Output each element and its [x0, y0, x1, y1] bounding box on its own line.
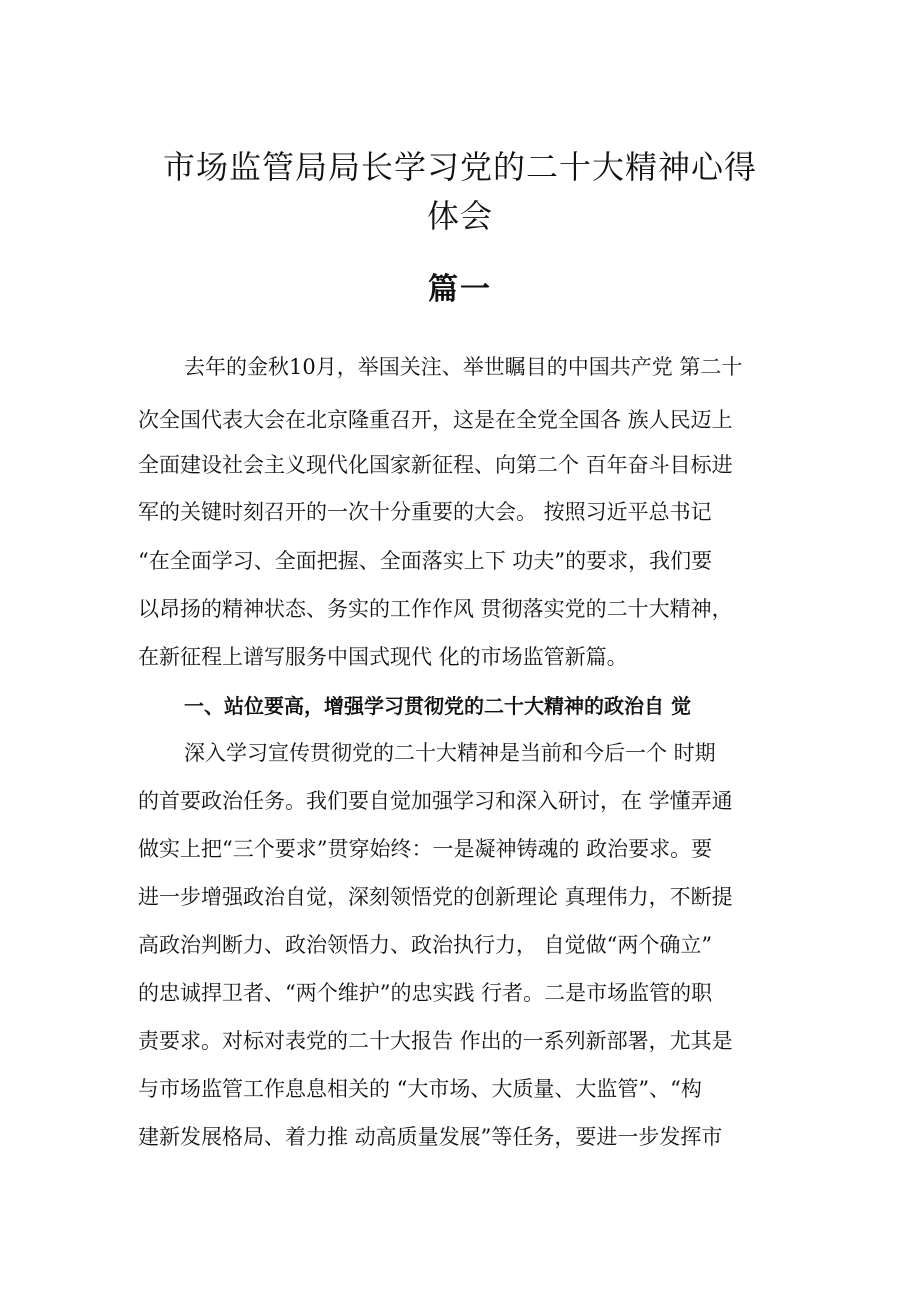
section-heading: 篇一 — [428, 272, 492, 307]
paragraph-1-line-4: 军的关键时刻召开的一次十分重要的大会。 按照习近平总书记 — [138, 500, 712, 524]
paragraph-2-line-3: 做实上把“三个要求”贯穿始终：一是凝神铸魂的 政治要求。要 — [138, 837, 713, 861]
paragraph-1-line-5: “在全面学习、全面把握、全面落实上下 功夫”的要求，我们要 — [138, 549, 713, 573]
paragraph-1-line-2: 次全国代表大会在北京隆重召开，这是在全党全国各 族人民迈上 — [138, 408, 733, 432]
paragraph-2-line-2: 的首要政治任务。我们要自觉加强学习和深入研讨，在 学懂弄通 — [138, 789, 733, 813]
paragraph-2-line-7: 责要求。对标对表党的二十大报告 作出的一系列新部署，尤其是 — [138, 1029, 733, 1053]
document-title-line-2: 体会 — [426, 197, 493, 235]
paragraph-1-line-7: 在新征程上谱写服务中国式现代 化的市场监管新篇。 — [138, 645, 628, 669]
paragraph-1-line-3: 全面建设社会主义现代化国家新征程、向第二个 百年奋斗目标进 — [138, 453, 733, 477]
paragraph-2-line-9: 建新发展格局、着力推 动高质量发展”等任务，要进一步发挥市 — [138, 1125, 723, 1149]
paragraph-2-line-5: 高政治判断力、政治领悟力、政治执行力， 自觉做“两个确立” — [138, 933, 713, 957]
paragraph-2-line-6: 的忠诚捍卫者、“两个维护”的忠实践 行者。二是市场监管的职 — [138, 981, 713, 1005]
paragraph-1-line-1: 去年的金秋10月，举国关注、举世瞩目的中国共产党 第二十 — [184, 355, 743, 379]
paragraph-1-line-6: 以昂扬的精神状态、务实的工作作风 贯彻落实党的二十大精神， — [138, 597, 733, 621]
section-one-heading: 一、站位要高，增强学习贯彻党的二十大精神的政治自 觉 — [184, 694, 691, 718]
paragraph-2-line-8: 与市场监管工作息息相关的 “大市场、大质量、大监管”、“构 — [138, 1077, 702, 1101]
document-title-line-1: 市场监管局局长学习党的二十大精神心得 — [162, 148, 757, 186]
paragraph-2-line-4: 进一步增强政治自觉，深刻领悟党的创新理论 真理伟力，不断提 — [138, 885, 733, 909]
paragraph-2-line-1: 深入学习宣传贯彻党的二十大精神是当前和今后一个 时期 — [184, 741, 716, 765]
